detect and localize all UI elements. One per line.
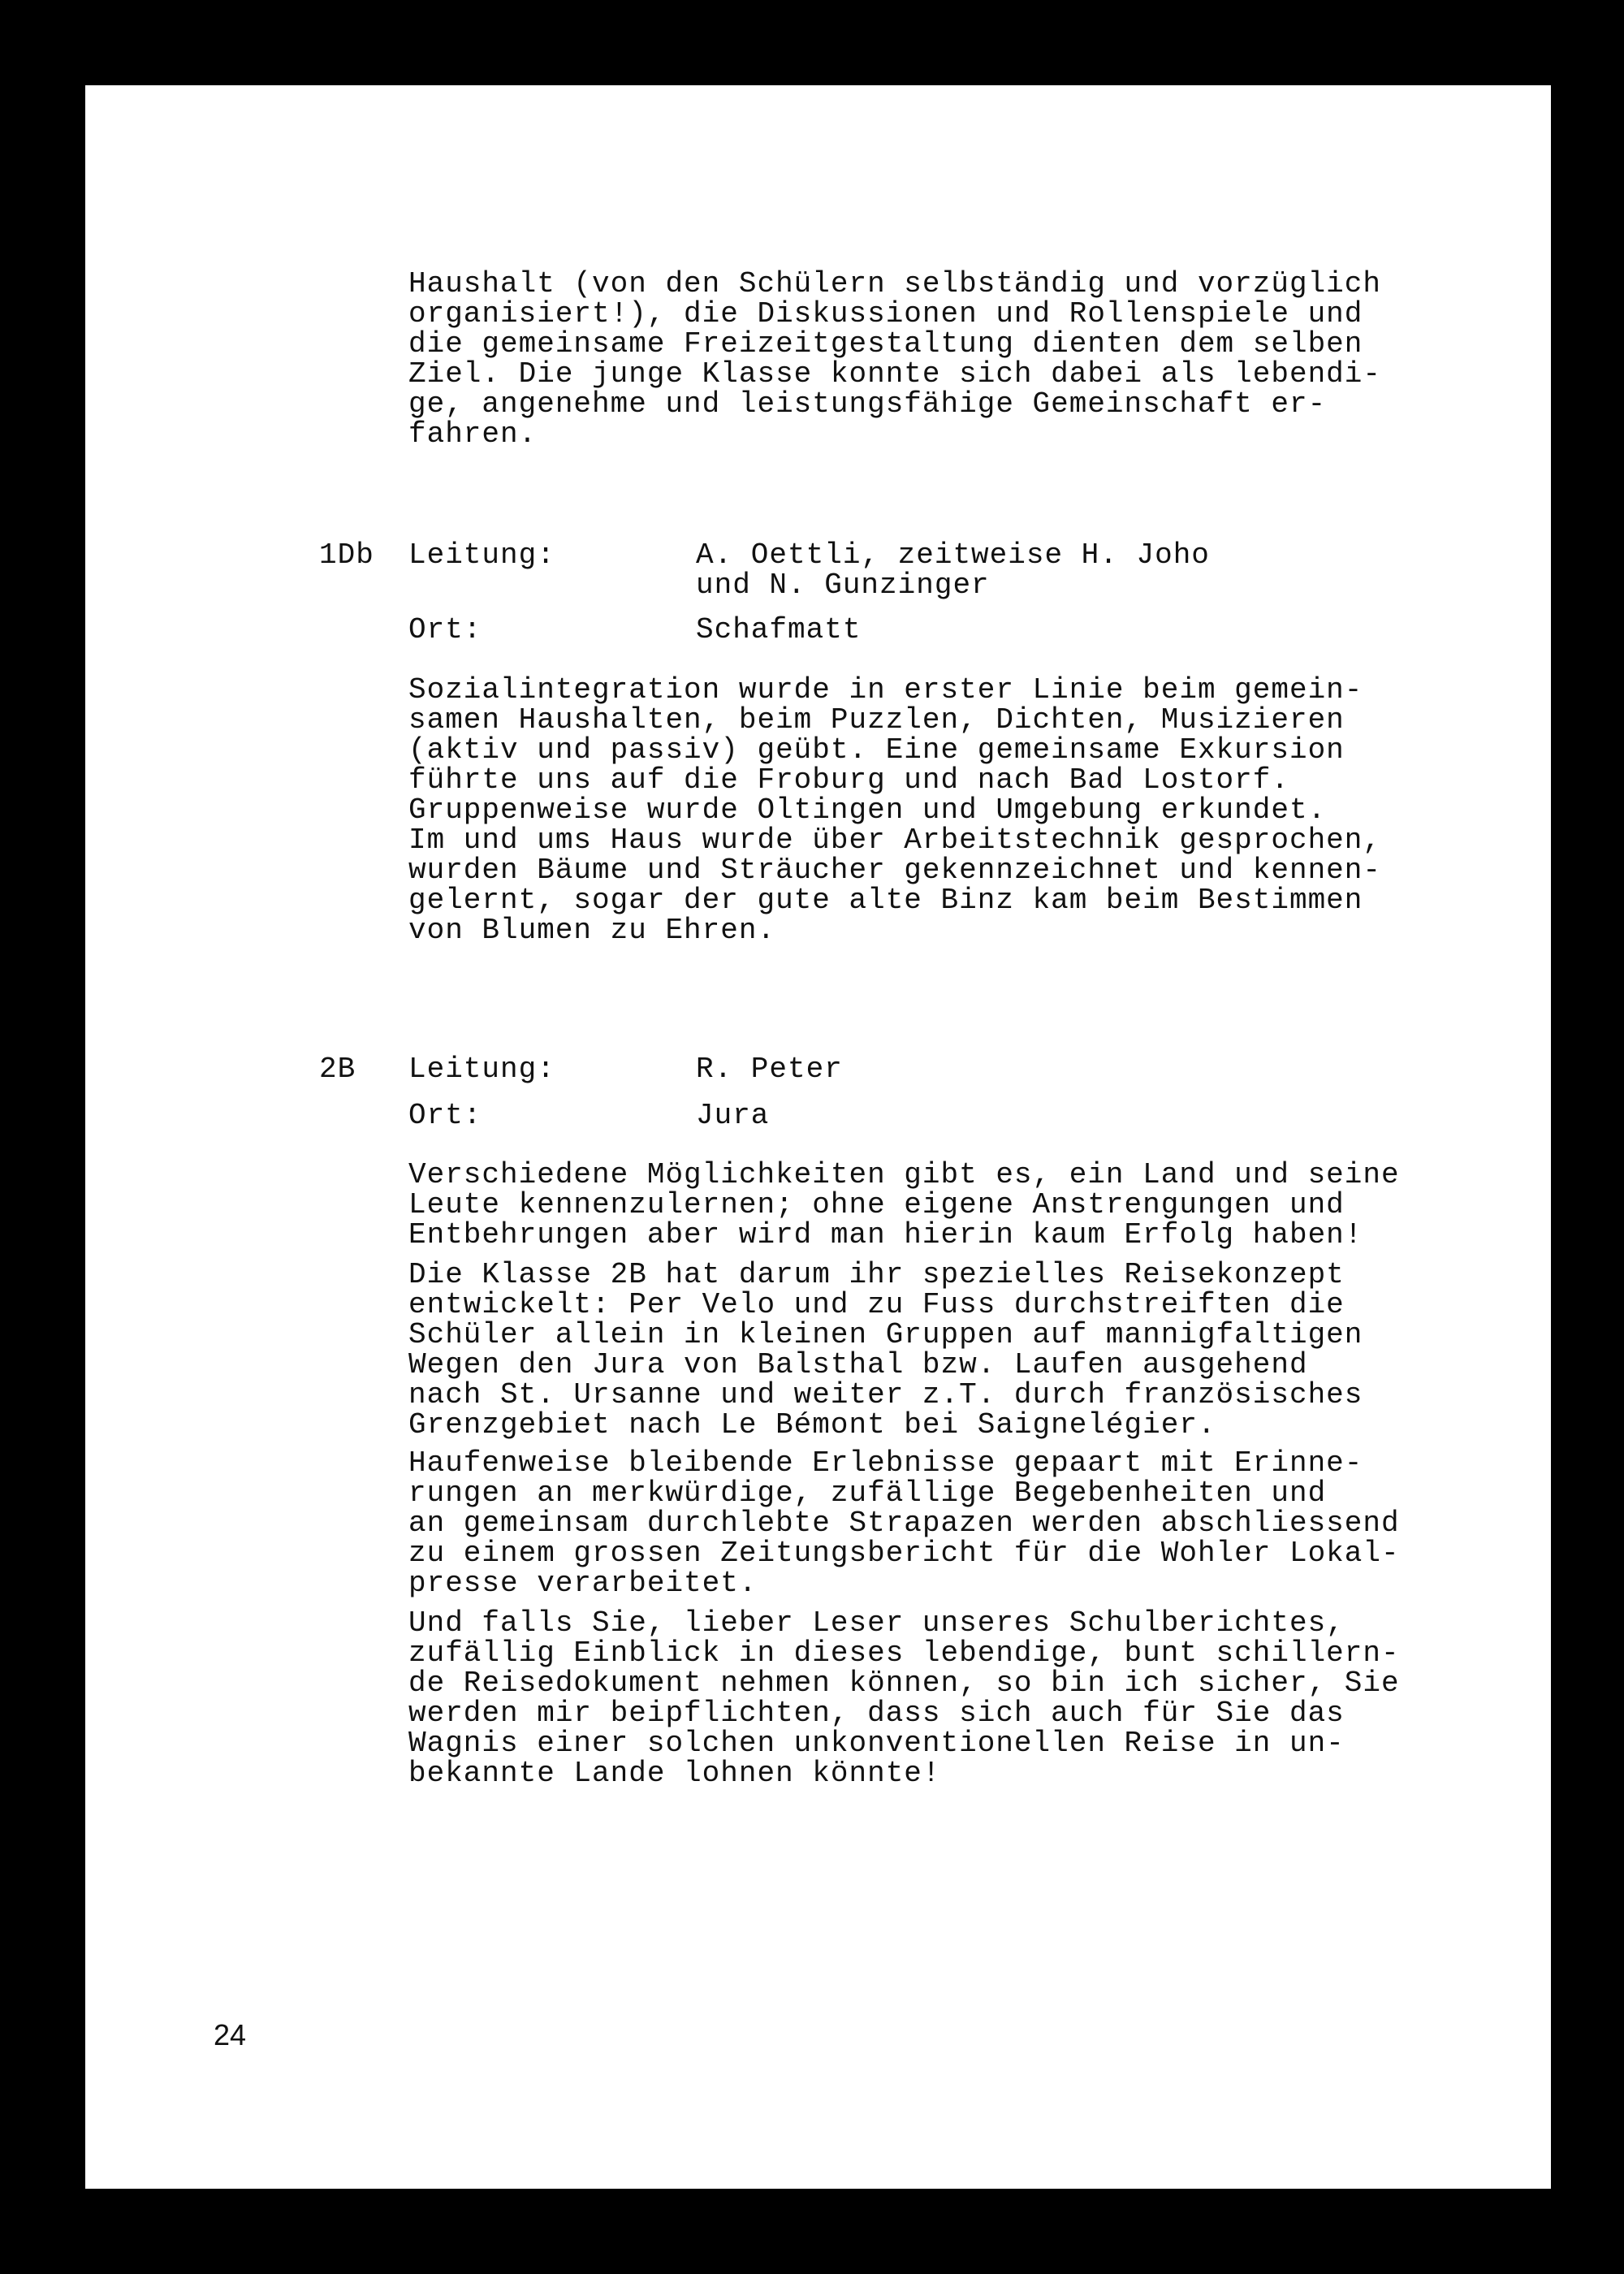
text-line: Leute kennenzulernen; ohne eigene Anstrengungen und (408, 1188, 1345, 1221)
text-line: Entbehrungen aber wird man hierin kaum Erfolg haben! (408, 1218, 1363, 1252)
text-line: Wegen den Jura von Balsthal bzw. Laufen ausgehend (408, 1348, 1308, 1381)
section2-paragraph-4 (408, 1608, 1400, 1788)
text-line: organisiert!), die Diskussionen und Rollenspiele und (408, 297, 1363, 331)
section2-paragraph-2 (408, 1260, 1363, 1440)
ort-value: Jura (696, 1099, 770, 1132)
section-code: 1Db (319, 538, 374, 572)
text-line: Grenzgebiet nach Le Bémont bei Saignelégier. (408, 1408, 1216, 1442)
text-line: de Reisedokument nehmen können, so bin ich sicher, Sie (408, 1667, 1400, 1700)
text-line: zufällig Einblick in dieses lebendige, bunt schillern- (408, 1636, 1400, 1670)
leitung-value: R. Peter (696, 1053, 843, 1086)
intro-paragraph (408, 269, 1381, 449)
ort-label: Ort: (408, 613, 482, 646)
text-line: führte uns auf die Froburg und nach Bad Lostorf. (408, 763, 1289, 797)
text-line: von Blumen zu Ehren. (408, 914, 776, 947)
text-line: die gemeinsame Freizeitgestaltung dienten dem selben (408, 327, 1363, 361)
text-line: rungen an merkwürdige, zufällige Begebenheiten und (408, 1476, 1327, 1510)
text-line: Und falls Sie, lieber Leser unseres Schulberichtes, (408, 1606, 1345, 1640)
text-line: samen Haushalten, beim Puzzlen, Dichten, Musizieren (408, 703, 1345, 737)
text-line: fahren. (408, 417, 538, 451)
page-number: 24 (214, 2018, 247, 2051)
text-line: bekannte Lande lohnen könnte! (408, 1757, 941, 1790)
text-line: gelernt, sogar der gute alte Binz kam beim Bestimmen (408, 884, 1363, 917)
text-line: entwickelt: Per Velo und zu Fuss durchstreiften die (408, 1288, 1345, 1321)
leitung-label: Leitung: (408, 1053, 555, 1086)
leitung-label: Leitung: (408, 538, 555, 572)
text-line: Im und ums Haus wurde über Arbeitstechnik gesprochen, (408, 824, 1381, 857)
text-line: an gemeinsam durchlebte Strapazen werden abschliessend (408, 1507, 1400, 1540)
leitung-value-continued: und N. Gunzinger (696, 568, 990, 602)
ort-value: Schafmatt (696, 613, 862, 646)
text-line: Verschiedene Möglichkeiten gibt es, ein Land und seine (408, 1158, 1400, 1191)
section1-paragraph (408, 675, 1381, 945)
text-line: Die Klasse 2B hat darum ihr spezielles Reisekonzept (408, 1258, 1345, 1291)
section2-paragraph-1 (408, 1160, 1400, 1250)
text-line: Wagnis einer solchen unkonventionellen Reise in un- (408, 1727, 1345, 1760)
text-line: (aktiv und passiv) geübt. Eine gemeinsame Exkursion (408, 733, 1345, 767)
text-line: ge, angenehme und leistungsfähige Gemeinschaft er- (408, 387, 1327, 421)
text-line: werden mir beipflichten, dass sich auch für Sie das (408, 1697, 1345, 1730)
section-code: 2B (319, 1053, 356, 1086)
text-line: Sozialintegration wurde in erster Linie beim gemein- (408, 673, 1363, 707)
section2-paragraph-3 (408, 1448, 1400, 1598)
document-page (85, 85, 1551, 2189)
text-line: Ziel. Die junge Klasse konnte sich dabei als lebendi- (408, 357, 1381, 391)
text-line: nach St. Ursanne und weiter z.T. durch französisches (408, 1378, 1363, 1412)
text-line: zu einem grossen Zeitungsbericht für die Wohler Lokal- (408, 1537, 1400, 1570)
leitung-value: A. Oettli, zeitweise H. Joho (696, 538, 1210, 572)
ort-label: Ort: (408, 1099, 482, 1132)
text-line: wurden Bäume und Sträucher gekennzeichnet und kennen- (408, 854, 1381, 887)
text-line: Haufenweise bleibende Erlebnisse gepaart mit Erinne- (408, 1446, 1363, 1480)
text-line: Gruppenweise wurde Oltingen und Umgebung erkundet. (408, 793, 1327, 827)
text-line: presse verarbeitet. (408, 1567, 758, 1600)
text-line: Schüler allein in kleinen Gruppen auf mannigfaltigen (408, 1318, 1363, 1351)
text-line: Haushalt (von den Schülern selbständig und vorzüglich (408, 267, 1381, 300)
